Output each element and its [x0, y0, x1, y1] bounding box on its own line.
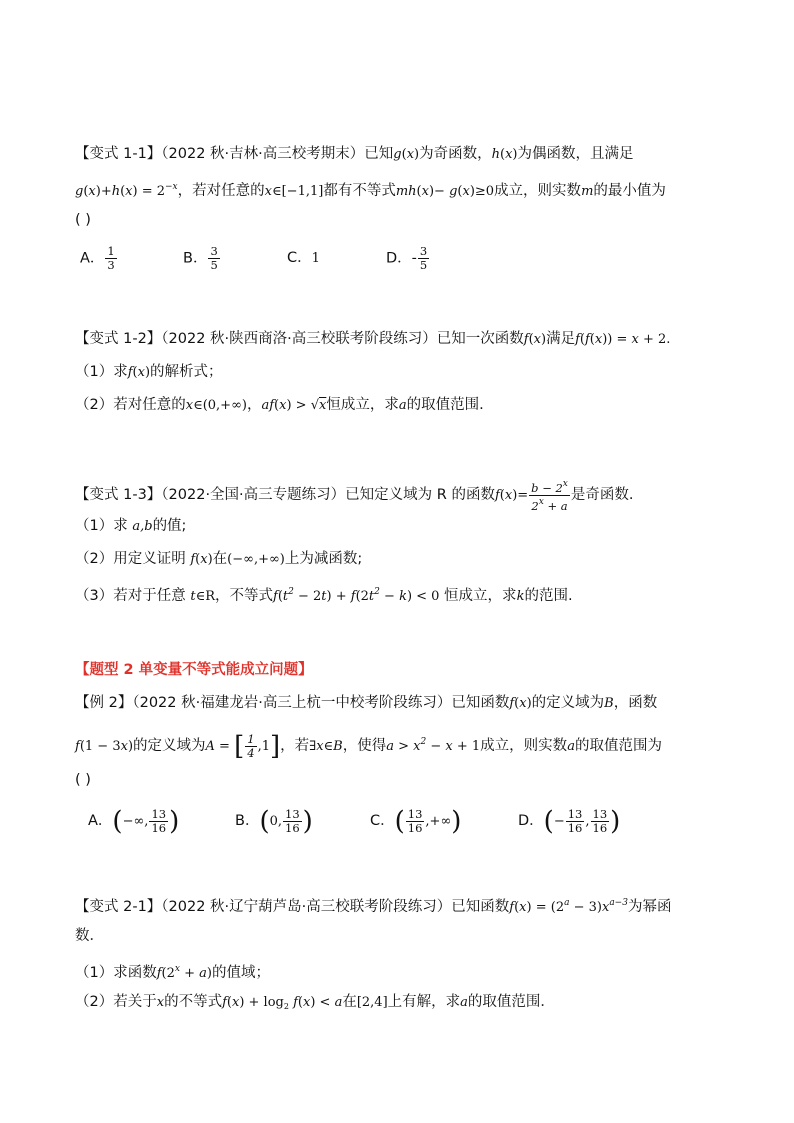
math-f: f(x) — [523, 332, 547, 347]
text: 上为减函数; — [284, 551, 363, 567]
text: 是奇函数. — [570, 487, 634, 503]
math-condition: $g(x)+h(x) = 2^{-x}$ — [75, 182, 178, 199]
math-ineq: $f(t^2 - 2t) + f(2t^2 - k) < 0$ — [273, 587, 440, 604]
option-value: (0, $\frac{13}{16}$ ) — [259, 806, 313, 837]
text: （1）求函数 — [75, 965, 157, 981]
v11-paren: ( ) — [75, 212, 91, 228]
text: ，若 — [280, 738, 310, 754]
v11-option-c[interactable] — [287, 248, 320, 269]
v13-q1 — [75, 516, 186, 537]
v11-option-a[interactable] — [80, 245, 118, 272]
text: 已知函数 — [451, 899, 510, 915]
v13-tag: 【变式 1-3】 — [75, 487, 162, 503]
text: 恒成立，求 — [439, 588, 517, 604]
v21-tag: 【变式 2-1】 — [75, 899, 162, 915]
text: 的范围. — [524, 588, 573, 604]
text: 在 — [212, 551, 228, 567]
option-value: 1 — [311, 251, 320, 266]
v21-source: （2022 秋·辽宁葫芦岛·高三校联考阶段练习） — [161, 899, 452, 915]
math-a: a — [567, 739, 575, 754]
ex2-tag: 【例 2】 — [75, 695, 133, 711]
v11-option-b[interactable] — [183, 245, 221, 272]
v13-q3 — [75, 582, 573, 607]
text: 已知定义域为 R 的函数 — [345, 487, 495, 503]
v21-line2: 数． — [75, 928, 104, 944]
ex2-line2 — [75, 732, 662, 760]
text: 上有解，求 — [387, 994, 461, 1010]
math-f: f(x) — [509, 696, 532, 711]
math-fx-def: f(x)= $\frac{b - 2^x}{2^x + a}$ — [494, 479, 568, 513]
v11-line1 — [75, 144, 633, 165]
text: 为偶函数，且满足 — [517, 146, 634, 162]
math-t: t∈R — [190, 589, 215, 604]
v12-line1 — [75, 329, 670, 350]
math-A: A = [ $\frac{1}{4}$ ,1] — [205, 731, 281, 762]
text: 恒成立，求 — [326, 397, 399, 413]
math-ineq: af(x) > √x — [261, 398, 327, 413]
option-letter: B． — [183, 250, 208, 267]
text: 已知 — [364, 146, 394, 162]
math-g: g(x) — [393, 147, 420, 162]
text: 的取值范围. — [406, 397, 484, 413]
text: 的最小值为 — [593, 183, 666, 199]
ex2-option-c[interactable] — [370, 808, 461, 835]
math-B: B — [604, 696, 614, 711]
v21-line1 — [75, 893, 671, 918]
text: （2）用定义证明 — [75, 551, 191, 567]
ex2-option-a[interactable] — [88, 808, 179, 835]
text: （1）求 — [75, 364, 128, 380]
text: 在 — [342, 994, 357, 1010]
text: ，若对任意的 — [177, 183, 265, 199]
math-ab: a,b — [132, 519, 153, 534]
math-h: h(x) — [491, 147, 518, 162]
text: （1）求 — [75, 518, 133, 534]
text: 的不等式 — [164, 994, 223, 1010]
ex2-paren: ( ) — [75, 772, 91, 788]
text: 的定义域为 — [531, 695, 605, 711]
option-letter: B． — [235, 813, 260, 829]
math-a: a — [398, 398, 407, 413]
v11-line2 — [75, 177, 666, 202]
option-letter: C． — [287, 250, 312, 266]
numerator: 1 — [107, 244, 115, 258]
v13-source: （2022·全国·高三专题练习） — [161, 487, 346, 503]
math-interval: x∈[−1,1] — [264, 184, 324, 199]
v11-source: （2022 秋·吉林·高三校考期末） — [161, 146, 365, 162]
math-a: a — [460, 995, 468, 1010]
denominator: 3 — [107, 258, 115, 272]
minus-sign: - — [411, 250, 417, 267]
math-fx: f(x) — [190, 552, 213, 567]
v21-q2 — [75, 992, 555, 1017]
text: ，使得 — [342, 738, 387, 754]
option-letter: D． — [518, 813, 544, 829]
math-interval: [2,4] — [356, 995, 388, 1010]
v11-tag: 【变式 1-1】 — [75, 146, 162, 162]
v12-source: （2022 秋·陕西商洛·高三校联考阶段练习） — [161, 331, 437, 347]
text: 的值域； — [211, 965, 270, 981]
math-f-1-3x: f(1 − 3x) — [75, 739, 134, 754]
math-power-fn: $f(x) = (2^a - 3)x^{a-3}$ — [509, 898, 628, 915]
v12-tag: 【变式 1-2】 — [75, 331, 162, 347]
v12-q1 — [75, 362, 223, 383]
option-letter: A． — [80, 250, 105, 267]
math-inequality: mh(x)− g(x)≥0 — [395, 184, 495, 199]
text: 成立，则实数 — [480, 738, 568, 754]
text: 都有不等式 — [323, 183, 396, 199]
section-heading: 【题型 2 单变量不等式能成立问题】 — [75, 662, 313, 678]
option-letter: D． — [386, 250, 412, 267]
math-m: m — [581, 184, 594, 199]
v12-q2: （2）若对任意的x∈(0,+∞)，af(x) > √x恒成立，求a的取值范围. — [75, 397, 484, 413]
math-f-2x-a: $f(2^x + a)$ — [156, 964, 212, 981]
option-letter: A． — [88, 813, 113, 829]
denominator: 5 — [419, 258, 428, 272]
math-domain: x∈(0,+∞) — [185, 398, 247, 413]
text: （3）若对于任意 — [75, 588, 191, 604]
numerator: 3 — [210, 244, 218, 258]
v13-line1 — [75, 478, 633, 513]
text: 的取值范围为 — [574, 738, 662, 754]
math-k: k — [516, 589, 525, 604]
math-x: x — [156, 995, 165, 1010]
v11-option-d[interactable] — [386, 245, 430, 272]
math-f: f(x) — [127, 365, 151, 380]
text: （2）若对任意的 — [75, 397, 186, 413]
numerator: 3 — [419, 244, 428, 258]
ex2-line1 — [75, 693, 657, 714]
v21-q1 — [75, 959, 270, 984]
text: 满足 — [546, 331, 576, 347]
text: ，函数 — [613, 695, 658, 711]
text: 已知一次函数 — [436, 331, 524, 347]
option-value: ( $\frac{13}{16}$ ,+∞) — [394, 806, 462, 837]
option-value: (− $\frac{13}{16}$ , $\frac{13}{16}$ ) — [543, 806, 621, 837]
denominator: 5 — [210, 258, 218, 272]
math-log-ineq: $f(x) + \log_2 f(x) < a$ — [222, 995, 343, 1011]
text: 为奇函数， — [419, 146, 492, 162]
option-value: (−∞, $\frac{13}{16}$ ) — [112, 806, 180, 837]
text: （2）若关于 — [75, 994, 157, 1010]
ex2-source: （2022 秋·福建龙岩·高三上杭一中校考阶段练习） — [132, 695, 452, 711]
fraction — [418, 245, 429, 272]
math-ffx: f(f(x)) = x + 2. — [575, 332, 671, 347]
fraction — [208, 245, 219, 272]
text: ，不等式 — [215, 588, 273, 604]
ex2-option-b[interactable] — [235, 808, 313, 835]
text: 的解析式； — [150, 364, 223, 380]
text: 成立，则实数 — [494, 183, 582, 199]
text: 的定义域为 — [133, 738, 206, 754]
text: 为幂函 — [627, 899, 672, 915]
math-exists: ∃x∈B — [309, 739, 343, 754]
text: 的值; — [152, 518, 187, 534]
ex2-option-d[interactable] — [518, 808, 620, 835]
math-ineq: $a > x^2 - x + 1$ — [386, 737, 481, 754]
v13-q2 — [75, 549, 362, 570]
option-letter: C． — [370, 813, 395, 829]
text: 已知函数 — [451, 695, 510, 711]
text: 的取值范围． — [467, 994, 555, 1010]
math-real-line: (−∞,+∞) — [227, 552, 285, 567]
fraction — [105, 245, 116, 272]
